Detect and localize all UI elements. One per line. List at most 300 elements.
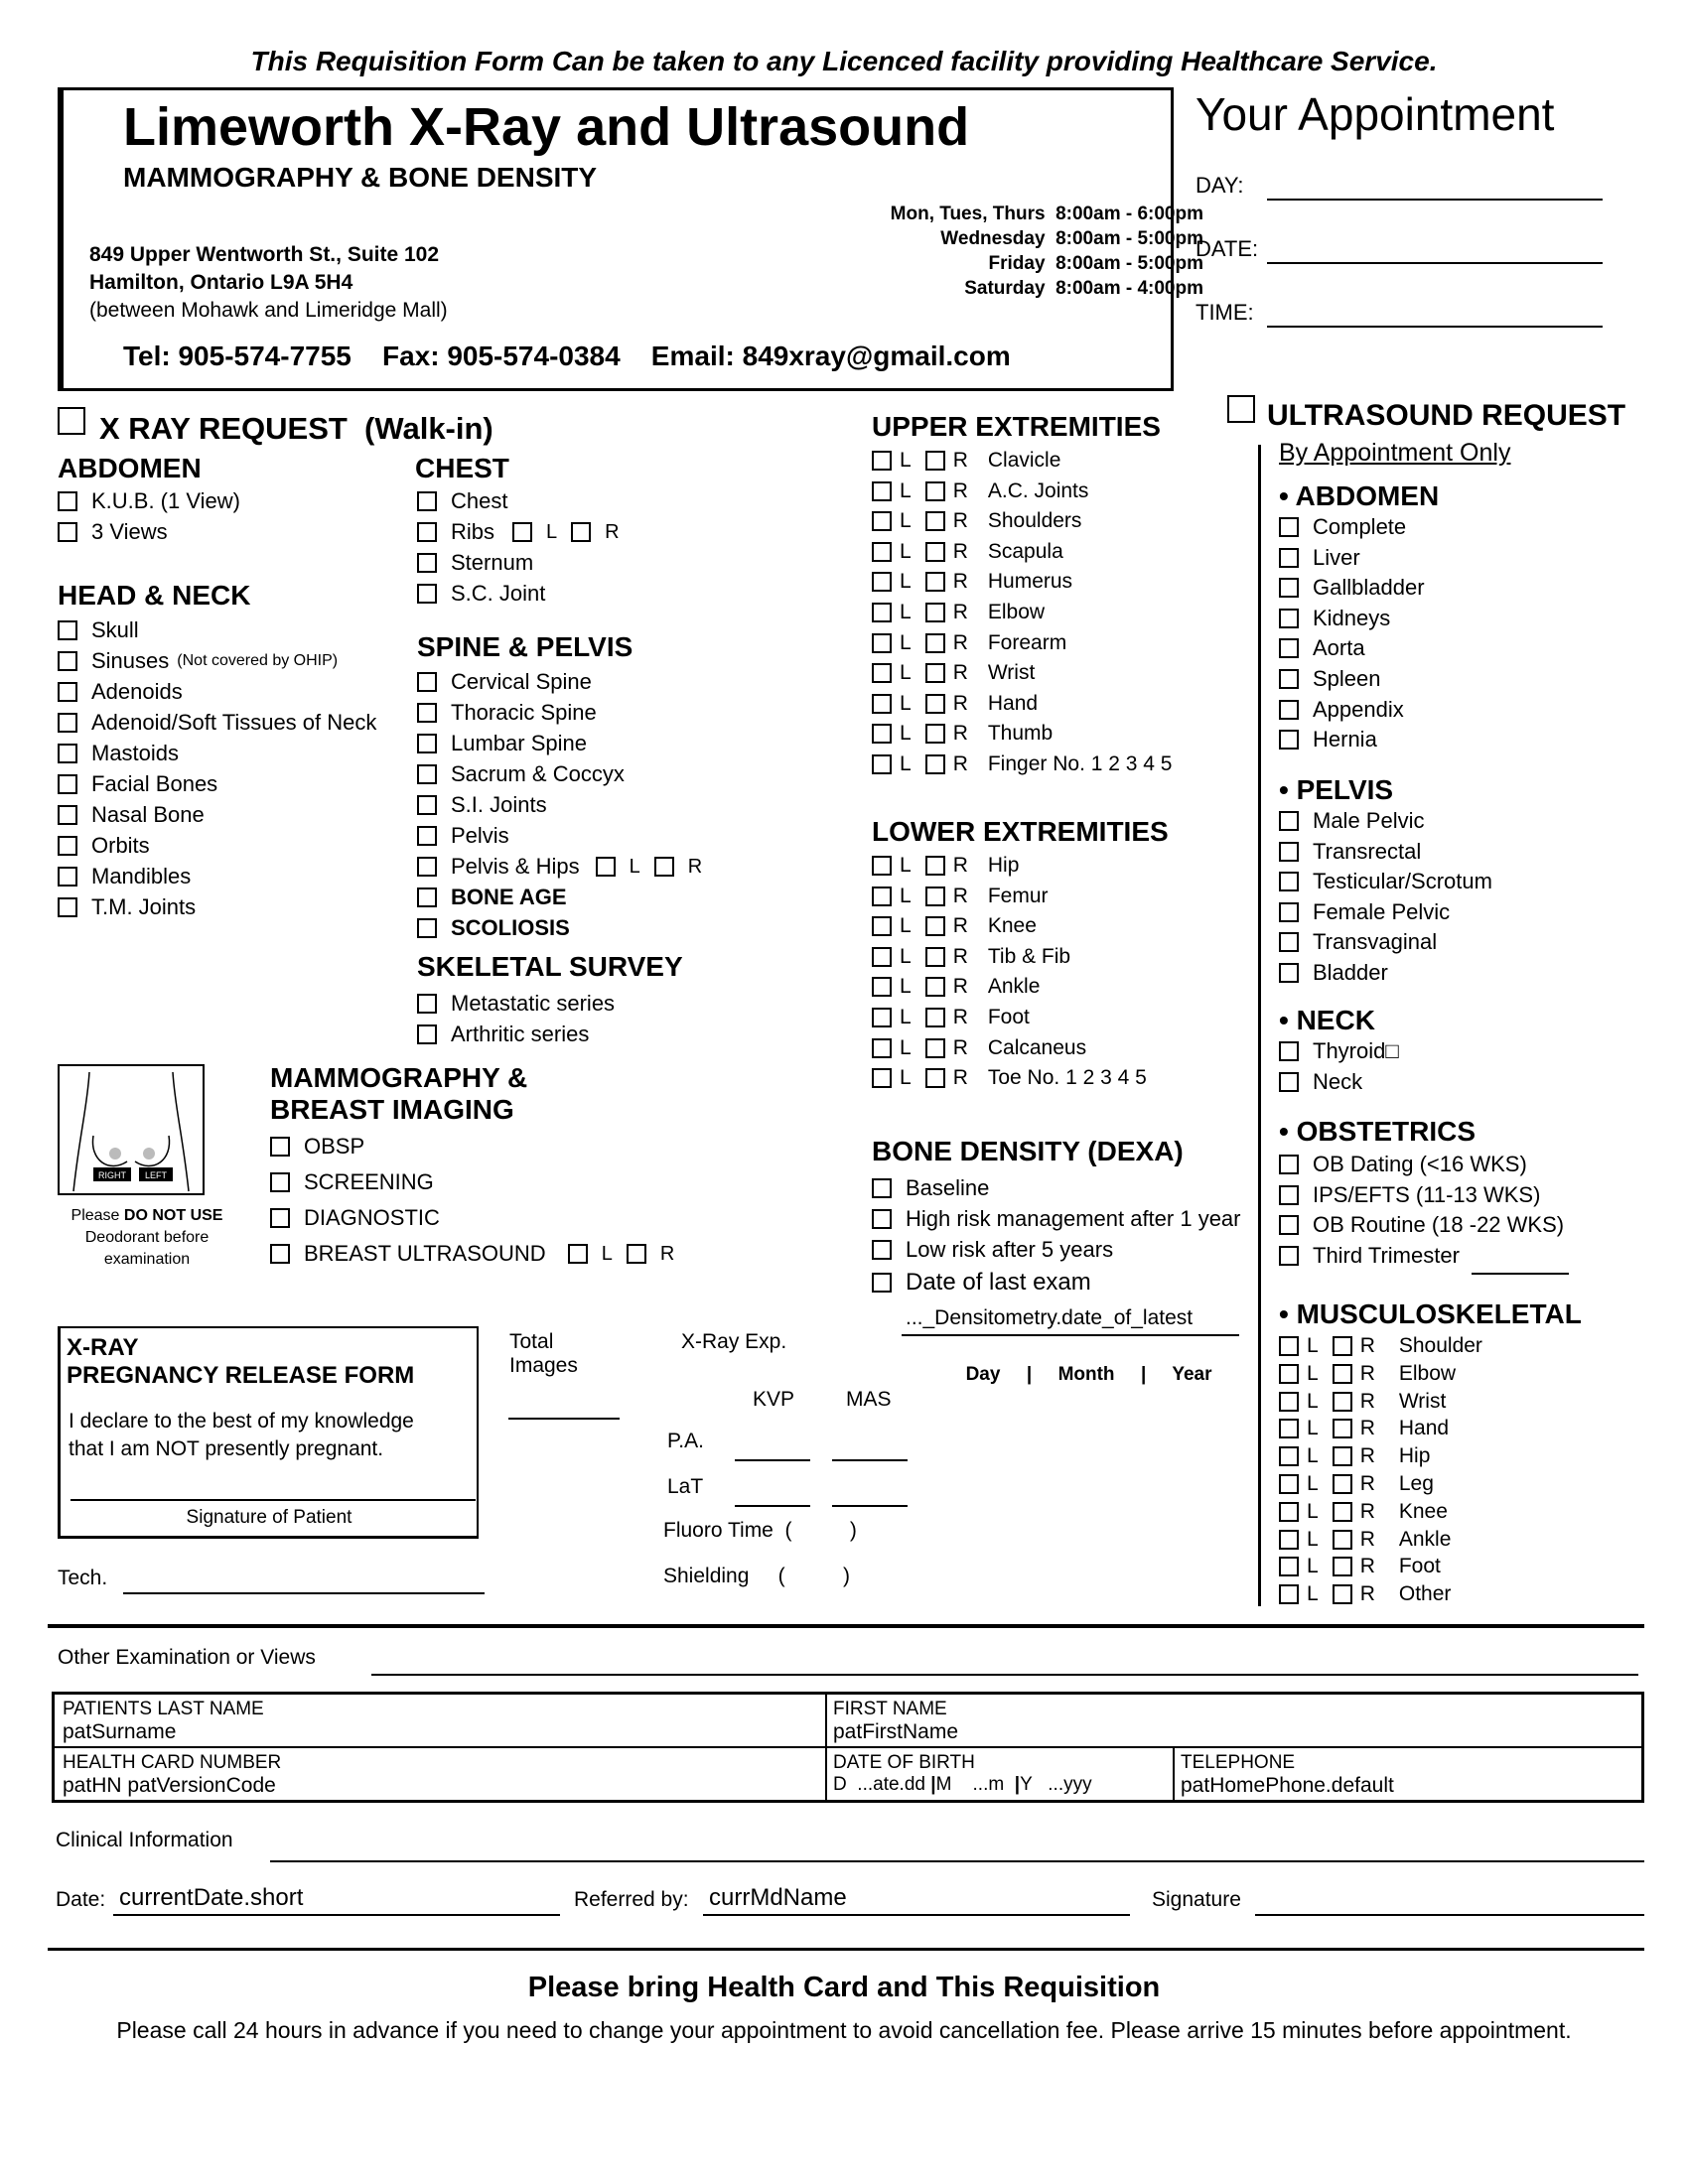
right-checkbox[interactable] [1333, 1336, 1352, 1356]
us-msk-item[interactable]: L R Other [1279, 1582, 1451, 1606]
lower-extremity-item[interactable]: L R Femur [872, 885, 1049, 908]
us-pelvis-item[interactable]: Transrectal [1279, 839, 1421, 865]
checkbox[interactable] [58, 774, 77, 794]
right-checkbox[interactable] [925, 856, 945, 876]
spine-item[interactable]: Cervical Spine [417, 669, 592, 695]
us-abdomen-item[interactable]: Kidneys [1279, 606, 1390, 631]
left-checkbox[interactable] [1279, 1557, 1299, 1576]
xray-request-title: X RAY REQUEST (Walk-in) [99, 411, 493, 446]
lower-extremities-title: LOWER EXTREMITIES [872, 816, 1169, 847]
lower-extremity-item[interactable]: L R Ankle [872, 975, 1040, 999]
checkbox[interactable] [1279, 1246, 1299, 1266]
right-checkbox[interactable] [925, 542, 945, 562]
right-checkbox[interactable] [925, 633, 945, 653]
checkbox[interactable] [417, 1024, 437, 1044]
lower-extremity-item[interactable]: L R Knee [872, 914, 1037, 938]
ribs-right-checkbox[interactable] [571, 522, 591, 542]
us-abdomen-item[interactable]: Gallbladder [1279, 575, 1425, 601]
referred-line [703, 1888, 1130, 1916]
left-checkbox[interactable] [872, 1068, 892, 1088]
us-obstetrics-item[interactable]: Third Trimester [1279, 1243, 1460, 1269]
checkbox[interactable] [417, 887, 437, 907]
right-checkbox[interactable] [925, 1038, 945, 1058]
breast-us-right-checkbox[interactable] [627, 1244, 646, 1264]
lat-kvp-field[interactable] [735, 1481, 810, 1507]
right-checkbox[interactable] [1333, 1419, 1352, 1438]
left-checkbox[interactable] [1279, 1502, 1299, 1522]
right-checkbox[interactable] [1333, 1530, 1352, 1550]
head-neck-item[interactable]: Orbits [58, 833, 150, 859]
head-neck-item[interactable]: Skull [58, 617, 139, 643]
right-checkbox[interactable] [925, 947, 945, 967]
left-checkbox[interactable] [872, 947, 892, 967]
checkbox[interactable] [417, 672, 437, 692]
right-checkbox[interactable] [925, 572, 945, 592]
upper-extremity-item[interactable]: L R A.C. Joints [872, 479, 1088, 503]
checkbox[interactable] [1279, 811, 1299, 831]
section-separator [48, 1624, 1644, 1628]
mas-label: MAS [846, 1388, 892, 1411]
head-neck-item[interactable]: Adenoid/Soft Tissues of Neck [58, 710, 376, 736]
checkbox[interactable] [270, 1244, 290, 1264]
kvp-label: KVP [753, 1388, 795, 1411]
breast-diagram [58, 1064, 205, 1195]
us-pelvis-item[interactable]: Bladder [1279, 960, 1388, 986]
left-checkbox[interactable] [872, 916, 892, 936]
lower-extremity-item[interactable]: L R Hip [872, 854, 1019, 878]
upper-extremity-item[interactable]: L R Clavicle [872, 449, 1060, 473]
checkbox[interactable] [1279, 842, 1299, 862]
checkbox[interactable] [58, 491, 77, 511]
appointment-date-field[interactable] [1267, 238, 1603, 264]
checkbox[interactable] [1279, 963, 1299, 983]
us-msk-item[interactable]: L R Knee [1279, 1500, 1448, 1524]
us-obstetrics-item[interactable]: OB Routine (18 -22 WKS) [1279, 1212, 1564, 1238]
us-msk-item[interactable]: L R Ankle [1279, 1528, 1451, 1552]
us-abdomen-title: • ABDOMEN [1279, 480, 1440, 511]
us-msk-item[interactable]: L R Hand [1279, 1417, 1449, 1440]
clinic-header-box [58, 87, 1203, 391]
left-checkbox[interactable] [872, 694, 892, 714]
left-checkbox[interactable] [872, 511, 892, 531]
us-pelvis-item[interactable]: Female Pelvic [1279, 899, 1450, 925]
us-pelvis-item[interactable]: Transvaginal [1279, 929, 1437, 955]
spine-item[interactable]: Lumbar Spine [417, 731, 587, 756]
third-trimester-field[interactable] [1472, 1253, 1569, 1275]
checkbox[interactable] [270, 1172, 290, 1192]
left-checkbox[interactable] [872, 542, 892, 562]
us-msk-title: • MUSCULOSKELETAL [1279, 1298, 1582, 1329]
right-checkbox[interactable] [925, 977, 945, 997]
deodorant-note: Please DO NOT USE Deodorant before examination [70, 1207, 223, 1268]
head-neck-item[interactable]: Adenoids [58, 679, 183, 705]
dob-label: DATE OF BIRTH [833, 1752, 975, 1773]
breast-diagram-svg [60, 1066, 203, 1193]
pa-mas-field[interactable] [832, 1435, 908, 1461]
upper-extremity-item[interactable]: L R Finger No. 1 2 3 4 5 [872, 752, 1172, 776]
mammo-item[interactable]: BREAST ULTRASOUND L R [270, 1241, 674, 1267]
telephone-label: TELEPHONE [1181, 1752, 1296, 1773]
right-checkbox[interactable] [1333, 1364, 1352, 1384]
left-checkbox[interactable] [872, 1038, 892, 1058]
signature-field[interactable] [1255, 1888, 1644, 1916]
lat-mas-field[interactable] [832, 1481, 908, 1507]
telephone-field[interactable]: patHomePhone.default [1181, 1774, 1394, 1797]
upper-extremity-item[interactable]: L R Forearm [872, 631, 1066, 655]
appointment-title: Your Appointment [1196, 88, 1555, 140]
skeletal-item[interactable]: Metastatic series [417, 991, 615, 1017]
checkbox[interactable] [417, 994, 437, 1014]
right-checkbox[interactable] [925, 754, 945, 774]
xray-abdomen-item[interactable]: 3 Views [58, 519, 168, 545]
left-checkbox[interactable] [1279, 1446, 1299, 1466]
checkbox[interactable] [1279, 609, 1299, 628]
dexa-item[interactable]: Low risk after 5 years [872, 1237, 1113, 1263]
left-checkbox[interactable] [872, 481, 892, 501]
checkbox[interactable] [58, 867, 77, 887]
checkbox[interactable] [1279, 1185, 1299, 1205]
address-line-2: Hamilton, Ontario L9A 5H4 [89, 271, 353, 294]
patient-signature-label: Signature of Patient [186, 1507, 352, 1528]
total-images-label: Total Images [509, 1330, 578, 1377]
checkbox[interactable] [58, 620, 77, 640]
spine-pelvis-title: SPINE & PELVIS [417, 631, 633, 662]
dob-field[interactable]: D ...ate.dd |M ...m |Y ...yyy [833, 1774, 1092, 1795]
bone-density-title: BONE DENSITY (DEXA) [872, 1136, 1184, 1166]
upper-extremity-item[interactable]: L R Humerus [872, 570, 1072, 594]
checkbox[interactable] [58, 836, 77, 856]
left-checkbox[interactable] [872, 603, 892, 622]
right-checkbox[interactable] [925, 887, 945, 906]
last-exam-date-labels: Day | Month | Year [965, 1364, 1212, 1385]
last-exam-line [902, 1308, 1239, 1336]
right-checkbox[interactable] [925, 1068, 945, 1088]
right-checkbox[interactable] [925, 481, 945, 501]
checkbox[interactable] [1279, 669, 1299, 689]
checkbox[interactable] [417, 857, 437, 877]
left-checkbox[interactable] [1279, 1364, 1299, 1384]
checkbox[interactable] [1279, 1041, 1299, 1061]
mammo-item[interactable]: DIAGNOSTIC [270, 1205, 440, 1231]
checkbox[interactable] [1279, 638, 1299, 658]
ultrasound-subtitle: By Appointment Only [1279, 439, 1511, 467]
left-checkbox[interactable] [872, 633, 892, 653]
checkbox[interactable] [417, 491, 437, 511]
left-checkbox[interactable] [872, 663, 892, 683]
first-name-label: FIRST NAME [833, 1699, 947, 1719]
checkbox[interactable] [58, 682, 77, 702]
spine-item[interactable]: Pelvis & Hips L R [417, 854, 702, 880]
date-value[interactable]: currentDate.short [119, 1884, 304, 1911]
lat-label: LaT [667, 1475, 704, 1498]
pregnancy-text: I declare to the best of my knowledge that I am NOT presently pregnant. [69, 1410, 414, 1460]
right-checkbox[interactable] [925, 1008, 945, 1027]
dexa-item[interactable]: Baseline [872, 1175, 989, 1201]
patient-table [52, 1692, 1644, 1803]
xray-request-checkbox[interactable] [58, 407, 85, 435]
table-vline-1 [825, 1695, 827, 1800]
fluoro-time[interactable]: Fluoro Time ( ) [663, 1519, 857, 1542]
left-checkbox[interactable] [872, 887, 892, 906]
checkbox[interactable] [270, 1137, 290, 1157]
us-msk-item[interactable]: L R Foot [1279, 1555, 1441, 1578]
spine-item[interactable]: Pelvis [417, 823, 509, 849]
left-checkbox[interactable] [1279, 1419, 1299, 1438]
checkbox[interactable] [1279, 902, 1299, 922]
sinus-note: (Not covered by OHIP) [177, 652, 339, 669]
pa-kvp-field[interactable] [735, 1435, 810, 1461]
us-msk-item[interactable]: L R Hip [1279, 1444, 1430, 1468]
last-name-label: PATIENTS LAST NAME [63, 1699, 264, 1719]
lower-extremity-item[interactable]: L R Toe No. 1 2 3 4 5 [872, 1066, 1147, 1090]
checkbox[interactable] [1279, 1155, 1299, 1174]
ultrasound-title: ULTRASOUND REQUEST [1267, 399, 1626, 432]
checkbox[interactable] [872, 1178, 892, 1198]
checkbox[interactable] [58, 805, 77, 825]
checkbox[interactable] [417, 795, 437, 815]
head-neck-item[interactable]: Sinuses (Not covered by OHIP) [58, 648, 338, 674]
clinical-info-field[interactable] [270, 1837, 1644, 1862]
health-card-label: HEALTH CARD NUMBER [63, 1752, 282, 1773]
appointment-time-label: TIME: [1196, 300, 1254, 325]
footer-text: Please call 24 hours in advance if you need to change your appointment to avoid cancellation fee. Please arrive 15 minutes before appointment. [116, 2017, 1572, 2043]
shielding[interactable]: Shielding ( ) [663, 1565, 850, 1587]
abdomen-title: ABDOMEN [58, 453, 202, 483]
checkbox[interactable] [417, 522, 437, 542]
tech-label: Tech. [58, 1567, 108, 1589]
diagram-left-label: LEFT [144, 1170, 168, 1180]
ultrasound-request-checkbox[interactable] [1227, 395, 1255, 423]
table-vline-2 [1173, 1746, 1175, 1800]
patient-signature-field[interactable] [70, 1481, 476, 1501]
address-line-1: 849 Upper Wentworth St., Suite 102 [89, 243, 440, 266]
checkbox[interactable] [872, 1273, 892, 1293]
spine-item[interactable]: BONE AGE [417, 885, 567, 910]
checkbox[interactable] [872, 1240, 892, 1260]
lower-extremity-item[interactable]: L R Foot [872, 1006, 1030, 1029]
checkbox[interactable] [58, 522, 77, 542]
head-neck-item[interactable]: Mastoids [58, 741, 179, 766]
date-label: Date: [56, 1888, 106, 1911]
checkbox[interactable] [1279, 730, 1299, 750]
us-obstetrics-item[interactable]: OB Dating (<16 WKS) [1279, 1152, 1527, 1177]
referred-by-label: Referred by: [574, 1888, 689, 1911]
checkbox[interactable] [1279, 517, 1299, 537]
checkbox[interactable] [417, 553, 437, 573]
upper-extremity-item[interactable]: L R Thumb [872, 722, 1053, 746]
head-neck-title: HEAD & NECK [58, 580, 251, 611]
checkbox[interactable] [1279, 548, 1299, 568]
right-checkbox[interactable] [1333, 1584, 1352, 1604]
other-exam-label: Other Examination or Views [58, 1646, 316, 1669]
pa-label: P.A. [667, 1430, 704, 1452]
checkbox[interactable] [417, 826, 437, 846]
checkbox[interactable] [58, 897, 77, 917]
head-neck-item[interactable]: T.M. Joints [58, 894, 196, 920]
right-checkbox[interactable] [925, 663, 945, 683]
right-checkbox[interactable] [1333, 1392, 1352, 1412]
appointment-date-label: DATE: [1196, 236, 1259, 261]
ribs-left-checkbox[interactable] [512, 522, 532, 542]
mammo-item[interactable]: OBSP [270, 1134, 364, 1160]
checkbox[interactable] [417, 764, 437, 784]
head-neck-item[interactable]: Facial Bones [58, 771, 217, 797]
right-checkbox[interactable] [925, 694, 945, 714]
pregnancy-release-box [58, 1326, 479, 1539]
us-msk-item[interactable]: L R Elbow [1279, 1362, 1456, 1386]
checkbox[interactable] [58, 744, 77, 763]
spine-item[interactable]: Thoracic Spine [417, 700, 597, 726]
chest-item[interactable]: Chest [417, 488, 507, 514]
hours-row: Saturday 8:00am - 4:00pm [964, 278, 1203, 299]
left-checkbox[interactable] [872, 856, 892, 876]
us-obstetrics-title: • OBSTETRICS [1279, 1116, 1477, 1147]
us-pelvis-item[interactable]: Male Pelvic [1279, 808, 1424, 834]
left-checkbox[interactable] [872, 1008, 892, 1027]
left-checkbox[interactable] [872, 572, 892, 592]
us-pelvis-item[interactable]: Testicular/Scrotum [1279, 869, 1492, 894]
upper-extremity-item[interactable]: L R Wrist [872, 661, 1035, 685]
breast-us-left-checkbox[interactable] [568, 1244, 588, 1264]
hips-right-checkbox[interactable] [654, 857, 674, 877]
left-checkbox[interactable] [1279, 1336, 1299, 1356]
us-abdomen-item[interactable]: Complete [1279, 514, 1406, 540]
chest-item[interactable]: Ribs L R [417, 519, 620, 545]
upper-extremity-item[interactable]: L R Elbow [872, 601, 1045, 624]
first-name-field[interactable]: patFirstName [833, 1720, 959, 1743]
right-checkbox[interactable] [1333, 1446, 1352, 1466]
right-checkbox[interactable] [925, 916, 945, 936]
clinic-address [89, 241, 448, 325]
clinic-hours [659, 202, 1203, 301]
mammography-title: MAMMOGRAPHY & BREAST IMAGING [270, 1062, 528, 1125]
right-checkbox[interactable] [925, 603, 945, 622]
last-name-field[interactable]: patSurname [63, 1720, 177, 1743]
clinical-info-label: Clinical Information [56, 1829, 233, 1851]
appointment-day-label: DAY: [1196, 173, 1244, 198]
left-checkbox[interactable] [872, 754, 892, 774]
table-hline [55, 1746, 1641, 1748]
diagram-right-label: RIGHT [98, 1170, 126, 1180]
left-checkbox[interactable] [1279, 1530, 1299, 1550]
tech-field[interactable] [123, 1569, 485, 1594]
lower-extremity-item[interactable]: L R Calcaneus [872, 1036, 1086, 1060]
skeletal-survey-title: SKELETAL SURVEY [417, 951, 683, 982]
appointment-day-field[interactable] [1267, 175, 1603, 201]
left-checkbox[interactable] [1279, 1392, 1299, 1412]
mammo-item[interactable]: SCREENING [270, 1169, 434, 1195]
checkbox[interactable] [1279, 872, 1299, 891]
us-abdomen-item[interactable]: Aorta [1279, 635, 1365, 661]
chest-title: CHEST [415, 453, 509, 483]
hours-row: Mon, Tues, Thurs 8:00am - 6:00pm [890, 204, 1203, 224]
xray-exp-label: X-Ray Exp. [681, 1330, 787, 1353]
checkbox[interactable] [872, 1209, 892, 1229]
us-abdomen-item[interactable]: Appendix [1279, 697, 1404, 723]
ultrasound-divider [1258, 445, 1261, 1606]
clinic-contact: Tel: 905-574-7755 Fax: 905-574-0384 Email: 849xray@gmail.com [123, 341, 1011, 371]
clinic-name: Limeworth X-Ray and Ultrasound [123, 97, 970, 157]
dexa-item[interactable]: Date of last exam [872, 1269, 1091, 1297]
hours-row: Wednesday 8:00am - 5:00pm [940, 228, 1203, 249]
left-checkbox[interactable] [1279, 1474, 1299, 1494]
right-checkbox[interactable] [925, 724, 945, 744]
spine-item[interactable]: Sacrum & Coccyx [417, 761, 625, 787]
dexa-item[interactable]: High risk management after 1 year [872, 1206, 1241, 1232]
xray-abdomen-item[interactable]: K.U.B. (1 View) [58, 488, 240, 514]
skeletal-item[interactable]: Arthritic series [417, 1022, 589, 1047]
right-checkbox[interactable] [925, 511, 945, 531]
checkbox[interactable] [58, 713, 77, 733]
referred-by-value[interactable]: currMdName [709, 1884, 847, 1911]
other-exam-field[interactable] [371, 1650, 1638, 1676]
us-abdomen-item[interactable]: Spleen [1279, 666, 1381, 692]
us-neck-title: • NECK [1279, 1005, 1375, 1035]
us-msk-item[interactable]: L R Shoulder [1279, 1334, 1482, 1358]
us-abdomen-item[interactable]: Liver [1279, 545, 1360, 571]
checkbox[interactable] [417, 734, 437, 753]
us-pelvis-title: • PELVIS [1279, 774, 1394, 805]
checkbox[interactable] [1279, 1072, 1299, 1092]
head-neck-item[interactable]: Nasal Bone [58, 802, 205, 828]
top-notice: This Requisition Form Can be taken to any Licenced facility providing Healthcare Service. [250, 46, 1438, 76]
total-images-field[interactable] [508, 1398, 620, 1420]
address-line-3: (between Mohawk and Limeridge Mall) [89, 299, 448, 322]
right-checkbox[interactable] [1333, 1502, 1352, 1522]
left-checkbox[interactable] [872, 724, 892, 744]
checkbox[interactable] [1279, 932, 1299, 952]
lower-extremity-item[interactable]: L R Tib & Fib [872, 945, 1070, 969]
us-msk-item[interactable]: L R Leg [1279, 1472, 1434, 1496]
hips-left-checkbox[interactable] [596, 857, 616, 877]
us-obstetrics-item[interactable]: IPS/EFTS (11-13 WKS) [1279, 1182, 1540, 1208]
left-checkbox[interactable] [1279, 1584, 1299, 1604]
us-abdomen-item[interactable]: Hernia [1279, 727, 1377, 752]
left-checkbox[interactable] [872, 451, 892, 471]
us-msk-item[interactable]: L R Wrist [1279, 1390, 1446, 1414]
checkbox[interactable] [1279, 578, 1299, 598]
checkbox[interactable] [1279, 700, 1299, 720]
last-exam-value[interactable]: ..._Densitometry.date_of_latest [906, 1306, 1194, 1329]
upper-extremity-item[interactable]: L R Shoulders [872, 509, 1081, 533]
chest-item[interactable]: Sternum [417, 550, 533, 576]
chest-item[interactable]: S.C. Joint [417, 581, 545, 607]
us-neck-item[interactable]: Thyroid□ [1279, 1038, 1399, 1064]
checkbox[interactable] [270, 1208, 290, 1228]
clinic-subtitle: MAMMOGRAPHY & BONE DENSITY [123, 162, 598, 193]
spine-item[interactable]: S.I. Joints [417, 792, 547, 818]
checkbox[interactable] [1279, 1215, 1299, 1235]
right-checkbox[interactable] [1333, 1557, 1352, 1576]
head-neck-item[interactable]: Mandibles [58, 864, 191, 889]
left-checkbox[interactable] [872, 977, 892, 997]
right-checkbox[interactable] [1333, 1474, 1352, 1494]
checkbox[interactable] [417, 584, 437, 604]
hours-row: Friday 8:00am - 5:00pm [988, 253, 1203, 274]
appointment-time-field[interactable] [1267, 302, 1603, 328]
checkbox[interactable] [417, 918, 437, 938]
us-neck-item[interactable]: Neck [1279, 1069, 1362, 1095]
upper-extremity-item[interactable]: L R Hand [872, 692, 1038, 716]
upper-extremity-item[interactable]: L R Scapula [872, 540, 1063, 564]
checkbox[interactable] [417, 703, 437, 723]
health-card-field[interactable]: patHN patVersionCode [63, 1774, 276, 1797]
right-checkbox[interactable] [925, 451, 945, 471]
checkbox[interactable] [58, 651, 77, 671]
spine-item[interactable]: SCOLIOSIS [417, 915, 570, 941]
footer-separator [48, 1948, 1644, 1951]
date-line [113, 1888, 560, 1916]
